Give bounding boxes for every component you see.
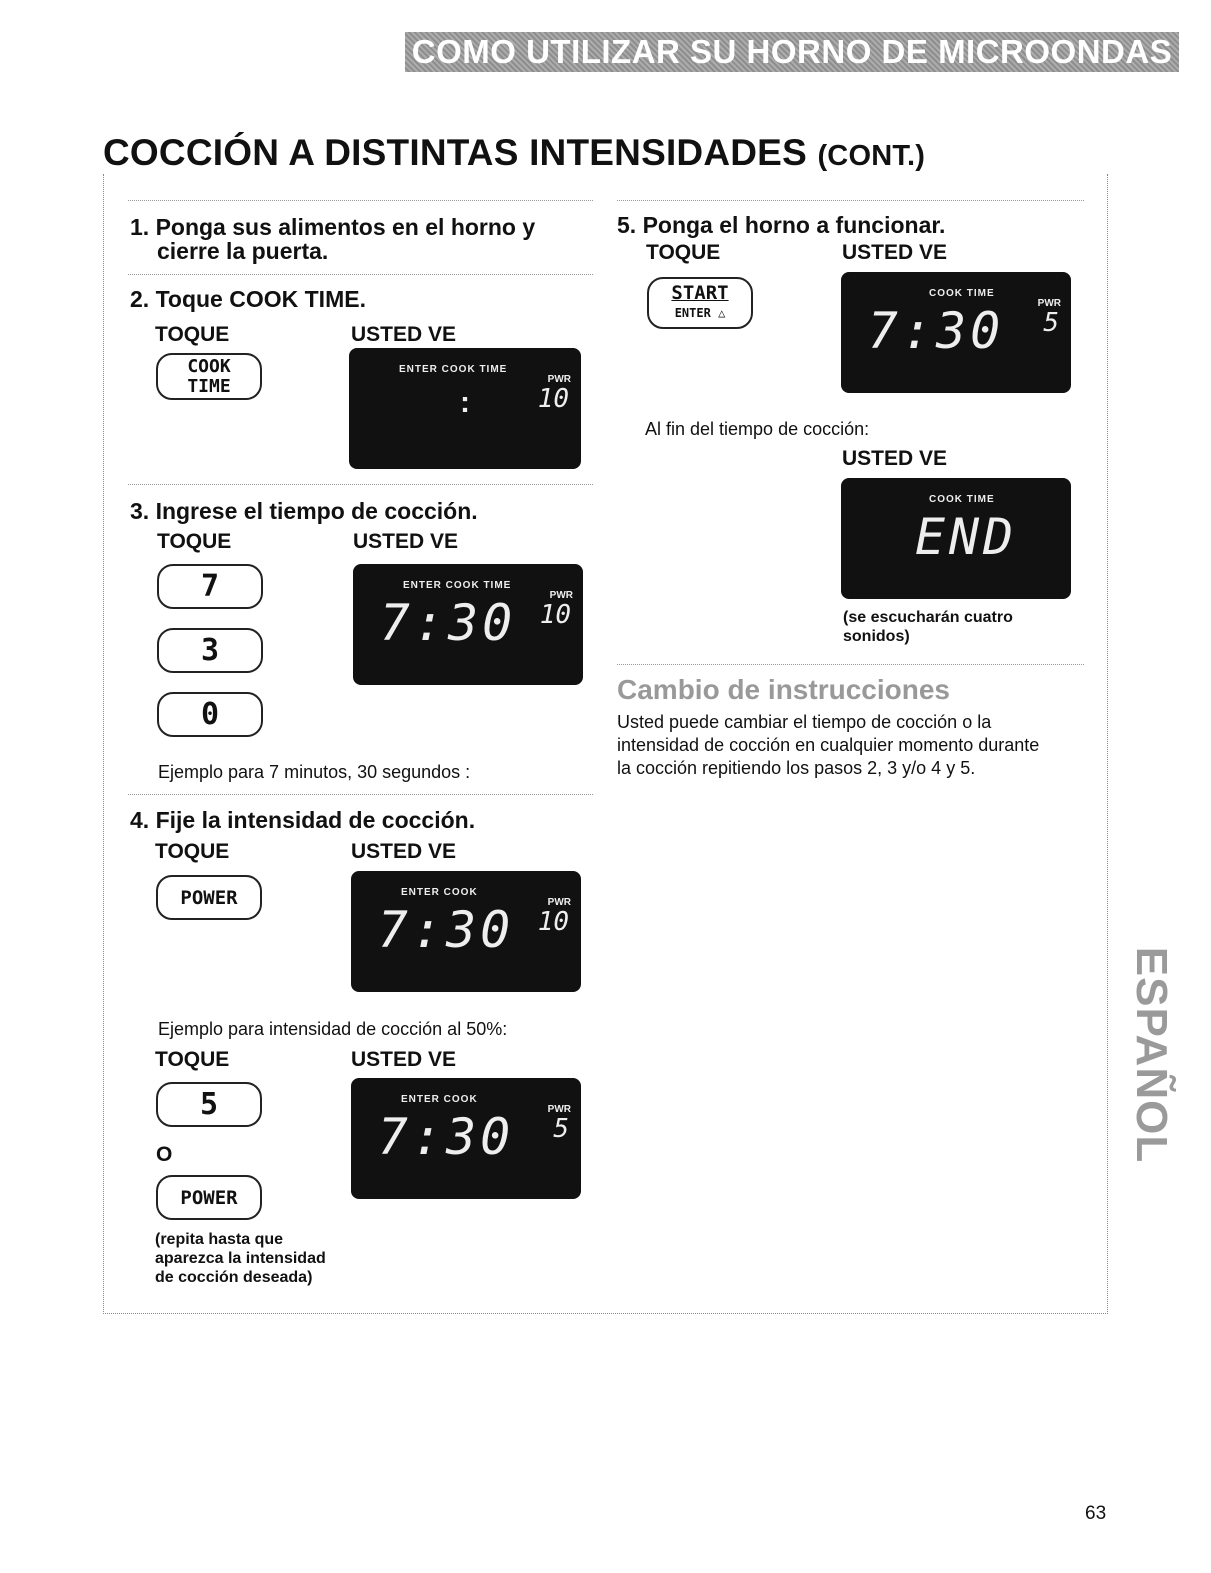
or-text: O [156,1143,173,1166]
display-power: 5 [1043,308,1059,338]
divider [128,200,593,201]
body-line: Usted puede cambiar el tiempo de cocción o la [617,712,992,732]
pwr-indicator: PWR [547,1104,571,1115]
start-enter-key[interactable] [647,277,753,329]
note-line: de cocción deseada) [155,1269,313,1286]
display-indicators: COOK TIME [929,288,995,299]
note-line: (repita hasta que [155,1231,284,1248]
lock-icon: △ [718,306,726,320]
page-number: 63 [1085,1503,1107,1524]
beep-note [843,608,1013,646]
note-line: aparezca la intensidad [155,1250,326,1267]
display-indicators: ENTER COOK TIME [403,580,512,591]
step-1-line-2: cierre la puerta. [157,238,329,264]
title-main: COCCIÓN A DISTINTAS INTENSIDADES [103,132,807,173]
pwr-indicator: PWR [547,374,571,385]
side-tab-text: ESPAÑOL [1127,946,1176,1164]
display-digits: 7:30 [377,1108,515,1166]
section-banner: COMO UTILIZAR SU HORNO DE MICROONDAS [405,32,1179,72]
usted-ve-label: USTED VE [351,840,457,863]
toque-label: TOQUE [157,530,232,553]
display-end [841,478,1071,599]
display-indicators: ENTER COOK [401,887,478,898]
display-power: 10 [537,907,569,937]
display-step-4 [351,871,581,992]
display-digits: 7:30 [377,901,515,959]
divider [617,664,1084,665]
key-line: COOK [187,355,231,377]
usted-ve-label: USTED VE [842,447,948,470]
display-step-2 [349,348,581,469]
note-line: (se escucharán cuatro [843,609,1013,626]
power-key[interactable]: POWER [156,875,262,920]
toque-label: TOQUE [155,323,230,346]
divider [617,200,1084,201]
usted-ve-label: USTED VE [351,323,457,346]
end-text: Al fin del tiempo de cocción: [645,419,870,439]
step-5-heading: 5. Ponga el horno a funcionar. [617,212,946,238]
divider [128,274,593,275]
display-digits: 7:30 [867,302,1005,360]
enter-text: ENTER [674,306,711,320]
cook-time-key[interactable] [156,353,262,400]
display-power: 10 [539,600,571,630]
display-step-5 [841,272,1071,393]
language-side-tab [1125,940,1177,1170]
step-1-heading [130,215,535,263]
start-label: START [671,282,729,304]
display-step-3 [353,564,583,685]
usted-ve-label: USTED VE [351,1048,457,1071]
title-cont: (CONT.) [817,140,926,172]
display-power: 10 [537,384,569,414]
pwr-indicator: PWR [549,590,573,601]
example-text: Ejemplo para intensidad de cocción al 50%: [158,1019,508,1039]
body-line: intensidad de cocción en cualquier momento durante [617,735,1040,755]
display-digits: 7:30 [379,594,517,652]
pwr-indicator: PWR [547,897,571,908]
toque-label: TOQUE [155,840,230,863]
key-0[interactable]: 0 [157,692,263,737]
pwr-indicator: PWR [1037,298,1061,309]
display-colon: : [460,386,470,419]
page-title [103,132,925,174]
usted-ve-label: USTED VE [353,530,459,553]
power-key[interactable]: POWER [156,1175,262,1220]
change-heading: Cambio de instrucciones [617,674,950,705]
divider [128,484,593,485]
key-5[interactable]: 5 [156,1082,262,1127]
enter-label [675,303,726,323]
display-step-4-50 [351,1078,581,1199]
note-line: sonidos) [843,628,910,645]
display-indicators: COOK TIME [929,494,995,505]
step-2-heading: 2. Toque COOK TIME. [130,286,366,312]
toque-label: TOQUE [155,1048,230,1071]
step-4-heading: 4. Fije la intensidad de cocción. [130,807,476,833]
repeat-note [155,1230,326,1287]
display-indicators: ENTER COOK TIME [399,364,508,375]
key-7[interactable]: 7 [157,564,263,609]
usted-ve-label: USTED VE [842,241,948,264]
display-indicators: ENTER COOK [401,1094,478,1105]
body-line: la cocción repitiendo los pasos 2, 3 y/o 4 y 5. [617,758,976,778]
display-digits: END [914,508,1018,566]
step-3-heading: 3. Ingrese el tiempo de cocción. [130,498,478,524]
display-power: 5 [553,1114,569,1144]
change-body [617,711,1039,780]
toque-label: TOQUE [646,241,721,264]
divider [128,794,593,795]
key-line: TIME [187,375,231,397]
step-1-line-1: 1. Ponga sus alimentos en el horno y [130,214,536,240]
key-3[interactable]: 3 [157,628,263,673]
example-text: Ejemplo para 7 minutos, 30 segundos : [158,762,471,782]
